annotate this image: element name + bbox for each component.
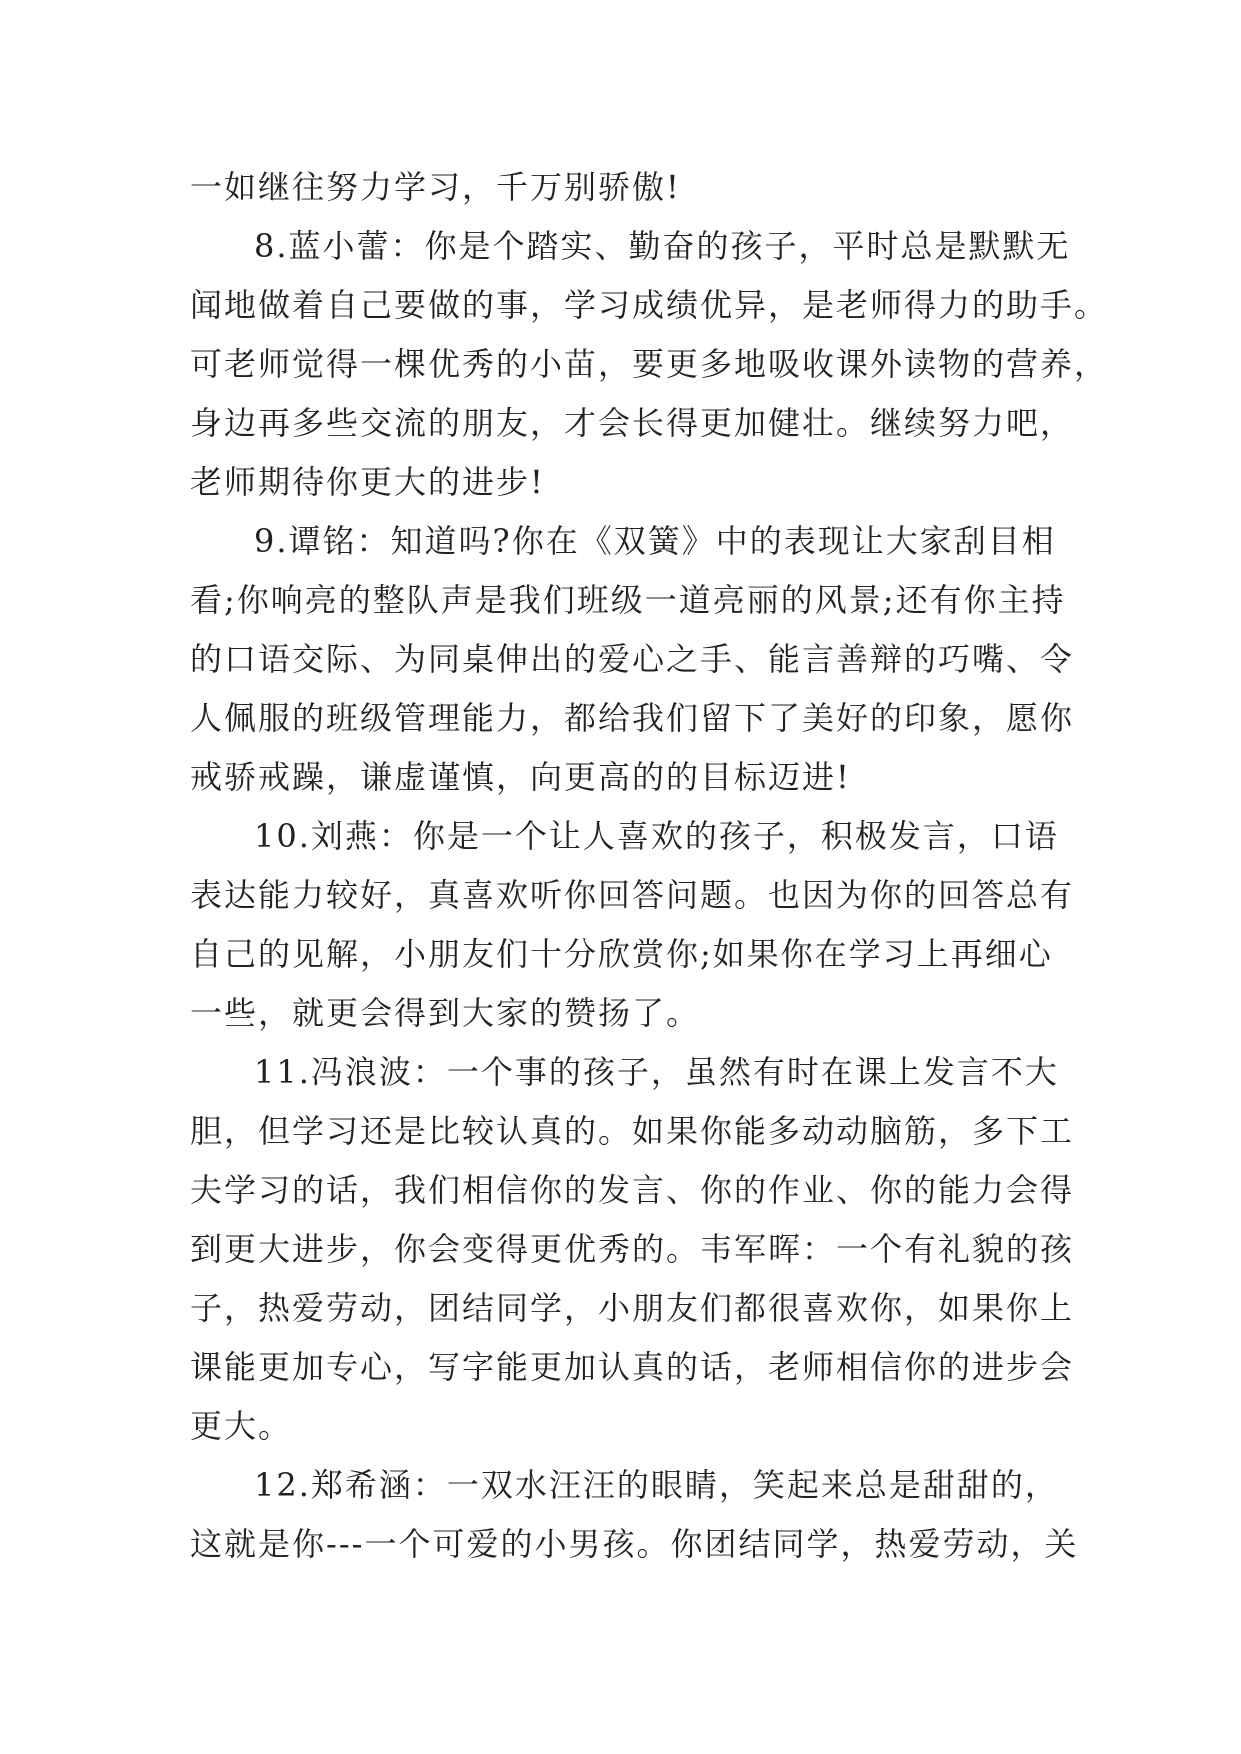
text-line: 9.谭铭：知道吗?你在《双簧》中的表现让大家刮目相 <box>254 522 1056 560</box>
text-line: 12.郑希涵：一双水汪汪的眼睛，笑起来总是甜甜的， <box>254 1466 1059 1504</box>
text-line: 11.冯浪波：一个事的孩子，虽然有时在课上发言不大 <box>254 1053 1059 1091</box>
text-line: 的口语交际、为同桌伸出的爱心之手、能言善辩的巧嘴、令 <box>190 640 1075 678</box>
text-line: 夫学习的话，我们相信你的发言、你的作业、你的能力会得 <box>190 1171 1075 1209</box>
text-line: 表达能力较好，真喜欢听你回答问题。也因为你的回答总有 <box>190 876 1075 914</box>
text-line: 自己的见解，小朋友们十分欣赏你;如果你在学习上再细心 <box>190 935 1053 973</box>
document-body <box>190 158 1109 1574</box>
text-line: 一如继往努力学习，千万别骄傲! <box>190 168 681 206</box>
text-line: 10.刘燕：你是一个让人喜欢的孩子，积极发言，口语 <box>254 817 1059 855</box>
text-line: 到更大进步，你会变得更优秀的。韦军晖：一个有礼貌的孩 <box>190 1230 1075 1268</box>
text-line: 这就是你---一个可爱的小男孩。你团结同学，热爱劳动，关 <box>190 1525 1079 1563</box>
text-line: 人佩服的班级管理能力，都给我们留下了美好的印象，愿你 <box>190 699 1075 737</box>
text-line: 更大。 <box>190 1407 293 1445</box>
text-line: 课能更加专心，写字能更加认真的话，老师相信你的进步会 <box>190 1348 1075 1386</box>
text-line: 闻地做着自己要做的事，学习成绩优异，是老师得力的助手。 <box>190 286 1109 324</box>
text-line: 子，热爱劳动，团结同学，小朋友们都很喜欢你，如果你上 <box>190 1289 1075 1327</box>
text-line: 8.蓝小蕾：你是个踏实、勤奋的孩子，平时总是默默无 <box>254 227 1071 265</box>
text-line: 老师期待你更大的进步! <box>190 463 545 501</box>
text-line: 可老师觉得一棵优秀的小苗，要更多地吸收课外读物的营养， <box>190 345 1109 383</box>
text-line: 戒骄戒躁，谦虚谨慎，向更高的的目标迈进! <box>190 758 851 796</box>
text-line: 看;你响亮的整队声是我们班级一道亮丽的风景;还有你主持 <box>190 581 1066 619</box>
text-line: 胆，但学习还是比较认真的。如果你能多动动脑筋，多下工 <box>190 1112 1075 1150</box>
text-line: 一些，就更会得到大家的赞扬了。 <box>190 994 701 1032</box>
text-line: 身边再多些交流的朋友，才会长得更加健壮。继续努力吧， <box>190 404 1075 442</box>
